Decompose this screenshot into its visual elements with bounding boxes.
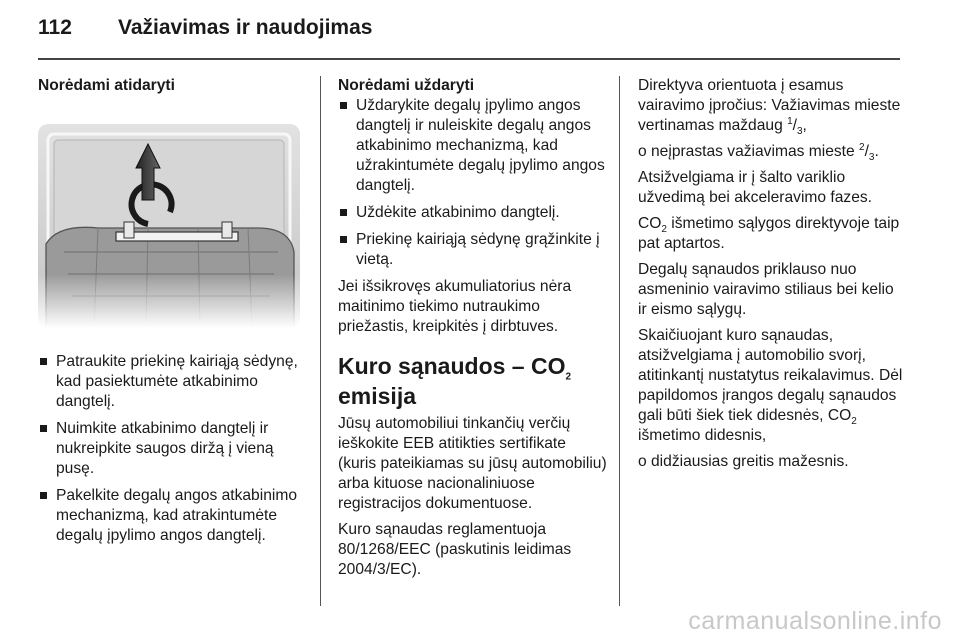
list-item: Uždarykite degalų įpylimo angos dangtelį ir nuleiskite degalų angos atkabinimo mechanizmą, kad užrakintumėte degalų įpylimo angos dangtelį.	[338, 96, 608, 196]
paragraph: Degalų sąnaudos priklauso nuo asmeninio vairavimo stiliaus bei kelio ir eismo sąlygų.	[638, 261, 894, 318]
fraction-denominator: 3	[868, 152, 875, 164]
list-item: Pakelkite degalų angos atkabinimo mechanizmą, kad atrakintumėte degalų įpylimo angos dangtelį.	[38, 486, 306, 546]
close-subheading: Norėdami uždaryti	[338, 77, 475, 94]
paragraph	[638, 142, 904, 162]
paragraph: Atsižvelgiama ir į šalto variklio užvedimą bei akceleravimo fazes.	[638, 169, 873, 206]
paragraph-text: išmetimo sąlygos direktyvoje taip pat aptartos.	[638, 215, 900, 252]
paragraph-text: CO	[638, 215, 662, 232]
paragraph	[638, 76, 904, 136]
page-header	[38, 16, 372, 46]
fraction-slash: /	[792, 117, 797, 134]
paragraph-text: Skaičiuojant kuro sąnaudas, atsižvelgiama į automobilio svorį, atitinkantį nustatytus reikalavimus. Dėl papildomos įrangos degalų sąnaudos gali būti šiek tiek didesnės,	[638, 327, 903, 424]
paragraph: Jūsų automobiliui tinkančių verčių ieškokite EEB atitikties sertifikate (kuris pateikiamas su jūsų automobiliu) arba kituose nacionaliniuose registracijos dokumentuose.	[338, 415, 607, 512]
punctuation: ,	[802, 117, 807, 134]
page-number: 112	[38, 16, 72, 39]
fuel-release-illustration	[38, 124, 300, 328]
open-steps-list	[38, 352, 306, 546]
header-divider	[38, 58, 900, 60]
watermark: carmanualsonline.info	[688, 607, 942, 635]
fraction-denominator: 3	[796, 126, 803, 138]
section-title	[338, 351, 608, 411]
subscript: 2	[661, 224, 667, 236]
paragraph-text: CO	[827, 407, 852, 424]
column-1	[38, 76, 306, 553]
fraction-slash: /	[864, 143, 869, 160]
column-3	[638, 76, 904, 478]
column-divider-1	[320, 76, 321, 606]
fraction-numerator: 2	[859, 141, 865, 153]
list-item: Patraukite priekinę kairiąją sėdynę, kad pasiektumėte atkabinimo dangtelį.	[38, 352, 306, 412]
paragraph-text: išmetimo didesnis,	[638, 427, 767, 444]
battery-note: Jei išsikrovęs akumuliatorius nėra maitinimo tiekimo nutraukimo priežastis, kreipkitės į dirbtuves.	[338, 278, 572, 335]
list-item: Uždėkite atkabinimo dangtelį.	[338, 203, 608, 223]
column-2	[338, 76, 608, 586]
punctuation: .	[874, 143, 879, 160]
paragraph	[638, 214, 904, 254]
subscript: 2	[851, 416, 857, 428]
column-divider-2	[619, 76, 620, 606]
paragraph	[638, 326, 904, 446]
fraction-numerator: 1	[787, 115, 793, 127]
section-title-text-2: emisija	[338, 383, 416, 409]
open-subheading: Norėdami atidaryti	[38, 77, 175, 94]
page-title: Važiavimas ir naudojimas	[118, 16, 373, 39]
paragraph: o didžiausias greitis mažesnis.	[638, 453, 849, 470]
paragraph-text: o neįprastas važiavimas mieste	[638, 143, 860, 160]
close-steps-list	[338, 96, 608, 270]
paragraph: Kuro sąnaudas reglamentuoja 80/1268/EEC (paskutinis leidimas 2004/3/EC).	[338, 521, 572, 578]
list-item: Priekinę kairiąją sėdynę grąžinkite į vietą.	[338, 230, 608, 270]
section-title-subscript: 2	[565, 371, 572, 383]
paragraph-text: Direktyva orientuota į esamus vairavimo įpročius: Važiavimas mieste vertinamas maždaug	[638, 77, 901, 134]
section-title-text: Kuro sąnaudos – CO	[338, 353, 566, 379]
list-item: Nuimkite atkabinimo dangtelį ir nukreipkite saugos diržą į vieną pusę.	[38, 419, 306, 479]
